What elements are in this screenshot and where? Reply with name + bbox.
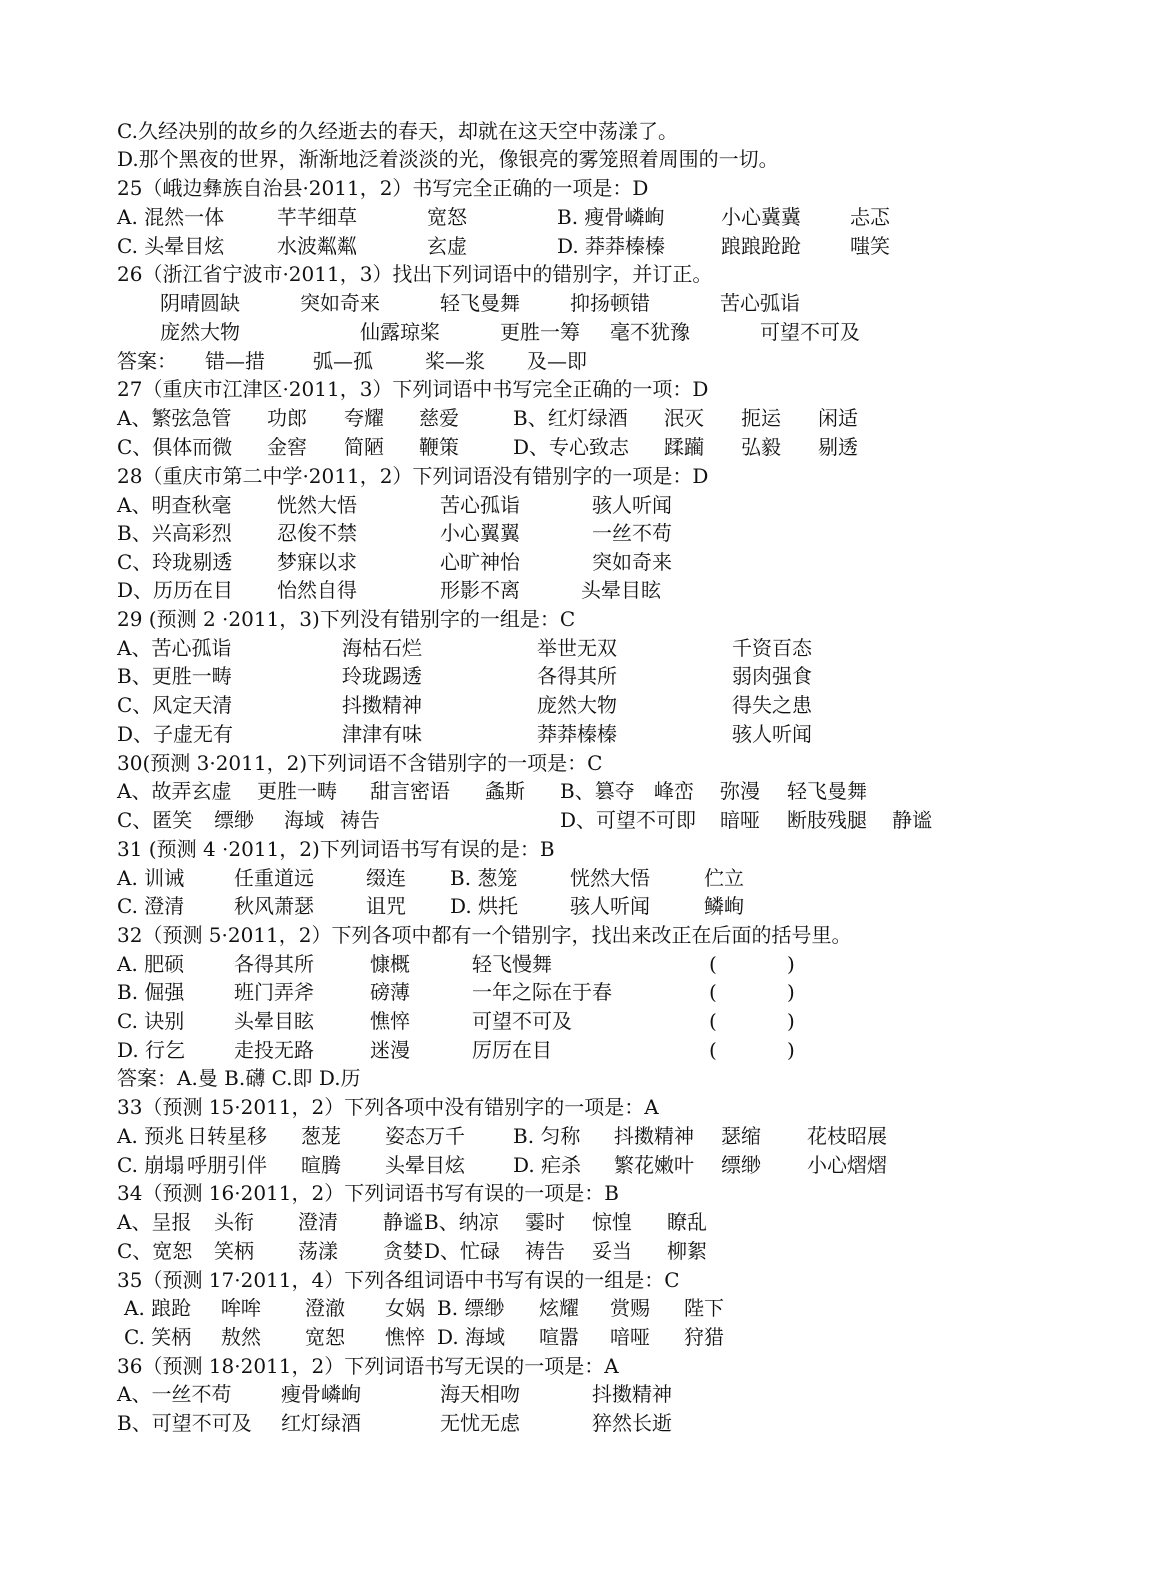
line-segment: A. 训诫 (117, 866, 185, 890)
line-segment: 任重道远 (234, 866, 314, 890)
line-segment: ) (787, 1009, 795, 1033)
line-segment: A、一丝不苟 (117, 1382, 232, 1406)
line-segment: 惊惶 (592, 1210, 632, 1234)
line-segment: ) (787, 980, 795, 1004)
line-text: 28（重庆市第二中学·2011，2）下列词语没有错别字的一项是：D (117, 464, 709, 488)
line-segment: 迷漫 (370, 1038, 410, 1062)
line-segment: 梦寐以求 (277, 550, 357, 574)
line-segment: 抖擞精神 (592, 1382, 672, 1406)
line-segment: 秋风萧瑟 (234, 894, 314, 918)
line-segment: 踉踉跄跄 (721, 234, 801, 258)
line-segment: B. 瘦骨嶙峋 (557, 205, 665, 229)
line-segment: 恍然大悟 (277, 493, 357, 517)
line-segment: 庞然大物 (537, 693, 617, 717)
line-segment: 玄虚 (427, 234, 467, 258)
line-segment: 闲适 (818, 406, 858, 430)
line-text: 33（预测 15·2011，2）下列各项中没有错别字的一项是：A (117, 1095, 659, 1119)
line-segment: B、纳凉 (424, 1210, 499, 1234)
line-segment: 蹂躏 (664, 435, 704, 459)
line-segment: 突如奇来 (300, 291, 380, 315)
line-segment: B. 缥缈 (437, 1296, 505, 1320)
line-segment: 慈爱 (419, 406, 459, 430)
line-segment: 小心熠熠 (807, 1153, 887, 1177)
line-segment: 祷告 (340, 808, 380, 832)
line-segment: 更胜一畴 (257, 779, 337, 803)
line-segment: 可望不可及 (760, 320, 860, 344)
line-segment: 莽莽榛榛 (537, 722, 617, 746)
line-segment: C、宽恕 (117, 1239, 193, 1263)
line-segment: 轻飞曼舞 (440, 291, 520, 315)
line-segment: 骇人听闻 (592, 493, 672, 517)
line-segment: 心旷神怡 (440, 550, 520, 574)
line-segment: 憔悴 (370, 1009, 410, 1033)
line-segment: 忐忑 (850, 205, 890, 229)
line-segment: 更胜一筹 (500, 320, 580, 344)
line-segment: A、故弄玄虚 (117, 779, 232, 803)
line-segment: 慷概 (370, 952, 410, 976)
line-segment: A、苦心孤诣 (117, 636, 232, 660)
line-segment: B. 匀称 (513, 1124, 581, 1148)
line-segment: 答案： (117, 349, 177, 373)
line-segment: 瘦骨嶙峋 (281, 1382, 361, 1406)
line-text: 27（重庆市江津区·2011，3）下列词语中书写完全正确的一项：D (117, 377, 709, 401)
line-segment: C、风定天清 (117, 693, 233, 717)
line-segment: 缀连 (366, 866, 406, 890)
line-segment: 金窖 (267, 435, 307, 459)
line-text: 32（预测 5·2011，2）下列各项中都有一个错别字，找出来改正在后面的括号里。 (117, 923, 852, 947)
line-segment: 繁花嫩叶 (614, 1153, 694, 1177)
line-segment: 举世无双 (537, 636, 617, 660)
line-segment: 陛下 (684, 1296, 724, 1320)
line-segment: B、篡夺 (560, 779, 635, 803)
line-text: D.那个黑夜的世界，渐渐地泛着淡淡的光，像银亮的雾笼照着周围的一切。 (117, 147, 779, 171)
line-segment: 剔透 (818, 435, 858, 459)
line-segment: A. 预兆 (117, 1124, 185, 1148)
line-segment: C、俱体而微 (117, 435, 233, 459)
line-segment: 宽怒 (427, 205, 467, 229)
line-segment: 形影不离 (440, 578, 520, 602)
line-segment: A、明查秋毫 (117, 493, 232, 517)
line-segment: 笑柄 (214, 1239, 254, 1263)
line-segment: A. 混然一体 (117, 205, 225, 229)
line-text: 36（预测 18·2011，2）下列词语书写无误的一项是：A (117, 1354, 619, 1378)
line-segment: 一丝不苟 (592, 521, 672, 545)
line-segment: 无忧无虑 (440, 1411, 520, 1435)
line-segment: 抖擞精神 (614, 1124, 694, 1148)
line-segment: 苦心弧诣 (720, 291, 800, 315)
line-segment: 仙露琼桨 (360, 320, 440, 344)
line-segment: 憔悴 (385, 1325, 425, 1349)
line-segment: C. 澄清 (117, 894, 185, 918)
line-segment: 海域 (284, 808, 324, 832)
line-segment: 猝然长逝 (592, 1411, 672, 1435)
line-segment: 恍然大悟 (570, 866, 650, 890)
line-segment: B、更胜一畴 (117, 664, 232, 688)
line-segment: 宽恕 (305, 1325, 345, 1349)
line-segment: 骇人听闻 (732, 722, 812, 746)
line-segment: 磅薄 (370, 980, 410, 1004)
line-segment: 炫耀 (539, 1296, 579, 1320)
line-segment: ( (709, 1009, 717, 1033)
line-segment: 一年之际在于春 (472, 980, 612, 1004)
line-text: 31 (预测 4 ·2011，2)下列词语书写有误的是：B (117, 837, 555, 861)
line-segment: 泯灭 (664, 406, 704, 430)
line-segment: D. 行乞 (117, 1038, 186, 1062)
line-segment: 轻飞慢舞 (472, 952, 552, 976)
line-segment: C. 笑柄 (124, 1325, 192, 1349)
line-segment: 瞭乱 (667, 1210, 707, 1234)
line-segment: 水波粼粼 (277, 234, 357, 258)
line-segment: 哞哞 (221, 1296, 261, 1320)
line-segment: 玲珑踢透 (342, 664, 422, 688)
line-segment: A、繁弦急管 (117, 406, 232, 430)
line-segment: C. 头晕目炫 (117, 234, 225, 258)
line-segment: D、可望不可即 (560, 808, 697, 832)
line-segment: 头晕目眩 (234, 1009, 314, 1033)
line-text: 26（浙江省宁波市·2011，3）找出下列词语中的错别字，并订正。 (117, 262, 713, 286)
line-segment: B、可望不可及 (117, 1411, 252, 1435)
line-segment: 葱茏 (301, 1124, 341, 1148)
line-segment: B. 倔强 (117, 980, 185, 1004)
line-segment: 得失之患 (732, 693, 812, 717)
line-segment: 走投无路 (234, 1038, 314, 1062)
line-segment: A. 踉跄 (124, 1296, 192, 1320)
line-segment: 霎时 (525, 1210, 565, 1234)
line-segment: 荡漾 (298, 1239, 338, 1263)
line-segment: 芊芊细草 (277, 205, 357, 229)
line-segment: 各得其所 (537, 664, 617, 688)
line-segment: 花枝昭展 (807, 1124, 887, 1148)
line-segment: 澄清 (298, 1210, 338, 1234)
line-text: 29 (预测 2 ·2011，3)下列没有错别字的一组是：C (117, 607, 576, 631)
line-segment: 抑扬顿错 (570, 291, 650, 315)
line-segment: 柳絮 (667, 1239, 707, 1263)
line-segment: 海天相吻 (440, 1382, 520, 1406)
line-segment: 姿态万千 (385, 1124, 465, 1148)
line-segment: 阴晴圆缺 (160, 291, 240, 315)
line-segment: C、玲珑剔透 (117, 550, 233, 574)
line-segment: 峰峦 (654, 779, 694, 803)
line-segment: B、兴高彩烈 (117, 521, 232, 545)
line-text: 30(预测 3·2011，2)下列词语不含错别字的一项是：C (117, 751, 603, 775)
line-segment: D、历历在目 (117, 578, 234, 602)
line-segment: 敖然 (221, 1325, 261, 1349)
line-segment: 头晕目眩 (581, 578, 661, 602)
line-segment: D. 莽莽榛榛 (557, 234, 666, 258)
line-segment: 弥漫 (720, 779, 760, 803)
line-segment: 缥缈 (214, 808, 254, 832)
line-segment: 轻飞曼舞 (787, 779, 867, 803)
line-segment: C. 诀别 (117, 1009, 185, 1033)
line-text: 25（峨边彝族自治县·2011，2）书写完全正确的一项是：D (117, 176, 649, 200)
line-segment: 贪婪 (383, 1239, 423, 1263)
line-segment: D、子虚无有 (117, 722, 234, 746)
line-segment: 各得其所 (234, 952, 314, 976)
line-segment: 抖擞精神 (342, 693, 422, 717)
line-segment: 伫立 (704, 866, 744, 890)
line-segment: 喑哑 (610, 1325, 650, 1349)
line-segment: 忍俊不禁 (277, 521, 357, 545)
line-segment: 缥缈 (721, 1153, 761, 1177)
line-text: 35（预测 17·2011，4）下列各组词语中书写有误的一组是：C (117, 1268, 680, 1292)
line-segment: 突如奇来 (592, 550, 672, 574)
line-segment: ( (709, 980, 717, 1004)
line-segment: 功郎 (267, 406, 307, 430)
line-segment: A. 肥硕 (117, 952, 185, 976)
line-segment: 津津有味 (342, 722, 422, 746)
line-segment: 螽斯 (485, 779, 525, 803)
line-segment: ) (787, 1038, 795, 1062)
line-segment: 祷告 (525, 1239, 565, 1263)
line-segment: 静谧 (383, 1210, 423, 1234)
line-segment: 夸耀 (344, 406, 384, 430)
line-segment: D、专心致志 (513, 435, 630, 459)
line-text: 答案：A.曼 B.礴 C.即 D.历 (117, 1066, 361, 1090)
line-segment: 嗤笑 (850, 234, 890, 258)
line-segment: 千资百态 (732, 636, 812, 660)
line-segment: 呼朋引伴 (187, 1153, 267, 1177)
line-segment: 日转星移 (187, 1124, 267, 1148)
line-segment: D. 疟杀 (513, 1153, 582, 1177)
line-segment: 海枯石烂 (342, 636, 422, 660)
line-segment: 及—即 (527, 349, 587, 373)
line-segment: ) (787, 952, 795, 976)
line-segment: 喧嚣 (539, 1325, 579, 1349)
line-segment: D. 海域 (437, 1325, 506, 1349)
line-segment: 弧—孤 (313, 349, 373, 373)
line-segment: 小心翼翼 (440, 521, 520, 545)
line-segment: 庞然大物 (160, 320, 240, 344)
line-segment: B、红灯绿酒 (513, 406, 628, 430)
line-segment: 骇人听闻 (570, 894, 650, 918)
line-segment: 毫不犹豫 (610, 320, 690, 344)
line-segment: 暗哑 (720, 808, 760, 832)
line-segment: 班门弄斧 (234, 980, 314, 1004)
line-segment: 弱肉强食 (732, 664, 812, 688)
line-segment: D、忙碌 (424, 1239, 501, 1263)
line-segment: 苦心孤诣 (440, 493, 520, 517)
line-segment: 断肢残腿 (787, 808, 867, 832)
line-segment: 错—措 (205, 349, 265, 373)
line-segment: 鳞峋 (704, 894, 744, 918)
line-text: C.久经决别的故乡的久经逝去的春天，却就在这天空中荡漾了。 (117, 119, 678, 143)
line-segment: 鞭策 (419, 435, 459, 459)
line-segment: 头衔 (214, 1210, 254, 1234)
line-segment: ( (709, 1038, 717, 1062)
line-segment: 女娲 (385, 1296, 425, 1320)
line-segment: 小心冀冀 (721, 205, 801, 229)
line-segment: D. 烘托 (450, 894, 519, 918)
line-segment: A、呈报 (117, 1210, 192, 1234)
line-segment: 甜言密语 (370, 779, 450, 803)
line-segment: C、匿笑 (117, 808, 193, 832)
line-segment: 静谧 (892, 808, 932, 832)
line-text: 34（预测 16·2011，2）下列词语书写有误的一项是：B (117, 1181, 619, 1205)
line-segment: C. 崩塌 (117, 1153, 185, 1177)
line-segment: 赏赐 (610, 1296, 650, 1320)
line-segment: 妥当 (592, 1239, 632, 1263)
line-segment: 怡然自得 (277, 578, 357, 602)
line-segment: 扼运 (741, 406, 781, 430)
line-segment: ( (709, 952, 717, 976)
line-segment: 诅咒 (366, 894, 406, 918)
line-segment: 澄澈 (305, 1296, 345, 1320)
line-segment: B. 葱笼 (450, 866, 518, 890)
line-segment: 头晕目炫 (385, 1153, 465, 1177)
line-segment: 狩猎 (684, 1325, 724, 1349)
line-segment: 可望不可及 (472, 1009, 572, 1033)
line-segment: 厉厉在目 (472, 1038, 552, 1062)
line-segment: 弘毅 (741, 435, 781, 459)
line-segment: 桨—浆 (425, 349, 485, 373)
line-segment: 红灯绿酒 (281, 1411, 361, 1435)
line-segment: 瑟缩 (721, 1124, 761, 1148)
line-segment: 简陋 (344, 435, 384, 459)
line-segment: 暄腾 (301, 1153, 341, 1177)
